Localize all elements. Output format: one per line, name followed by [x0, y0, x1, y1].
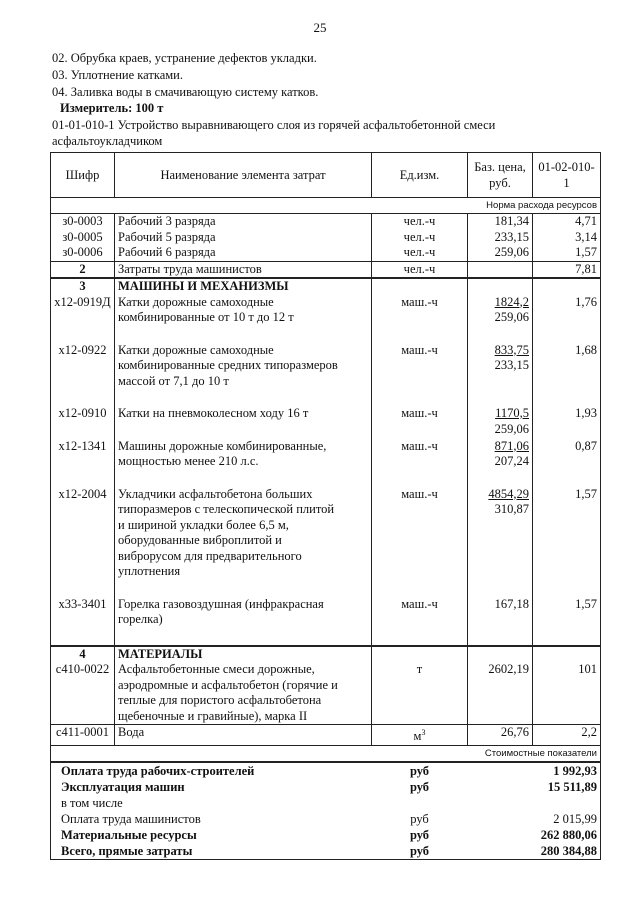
total-unit: руб	[372, 762, 468, 779]
resource-unit: маш.-ч	[372, 343, 468, 407]
table-row	[51, 487, 601, 597]
name-line: комбинированные средних типоразмеров	[118, 358, 338, 372]
total-unit	[372, 795, 468, 811]
price-secondary: 207,24	[494, 454, 529, 468]
resource-price	[468, 406, 533, 439]
table-row	[51, 662, 601, 725]
resource-price: 2602,19	[468, 662, 533, 725]
cost-caption: Стоимостные показатели	[51, 745, 601, 762]
total-unit: руб	[409, 827, 430, 842]
resource-norm: 101	[533, 662, 601, 725]
resource-code: с411-0001	[51, 725, 115, 746]
resource-name	[115, 597, 372, 646]
resource-price: 233,15	[468, 230, 533, 246]
empty-cell	[468, 843, 533, 860]
resource-unit	[372, 662, 468, 725]
resource-price: 259,06	[468, 245, 533, 261]
resource-name	[115, 343, 372, 407]
resource-table	[50, 152, 601, 860]
header-price: Баз. цена, руб.	[468, 153, 533, 198]
name-line: теплые для пористого асфальтобетона	[118, 693, 322, 707]
resource-name: Затраты труда машинистов	[115, 261, 372, 278]
empty-cell	[372, 278, 468, 295]
section-code: 4	[51, 646, 115, 663]
total-value: 2 015,99	[533, 811, 601, 827]
table-header-row	[51, 153, 601, 198]
total-value: 280 384,88	[533, 843, 601, 860]
table-row	[51, 597, 601, 646]
resource-norm: 3,14	[533, 230, 601, 246]
resource-code: х33-3401	[51, 597, 115, 646]
total-row	[51, 811, 601, 827]
name-line: Машины дорожные комбинированные,	[118, 438, 327, 453]
total-value	[533, 795, 601, 811]
resource-code: х12-0910	[51, 406, 115, 439]
resource-price	[468, 261, 533, 278]
total-label: в том числе	[51, 795, 372, 811]
empty-cell	[468, 646, 533, 663]
empty-cell	[533, 278, 601, 295]
resource-code: с410-0022	[51, 662, 115, 725]
resource-unit: чел.-ч	[372, 245, 468, 261]
name-line: комбинированные от 10 т до 12 т	[118, 310, 294, 324]
table-row	[51, 439, 601, 487]
resource-code: з0-0006	[51, 245, 115, 261]
section-row	[51, 278, 601, 295]
resource-code: з0-0003	[51, 214, 115, 230]
header-code: Шифр	[51, 153, 115, 198]
norm-caption: Норма расхода ресурсов	[51, 198, 601, 214]
price-value: 871,06	[494, 438, 529, 453]
intro-line-2: 03. Уплотнение катками.	[52, 68, 183, 82]
empty-cell	[468, 762, 533, 779]
empty-cell	[468, 827, 533, 843]
name-line: виброрусом для предварительного	[118, 548, 302, 563]
empty-cell	[468, 278, 533, 295]
section-title-line-1: 01-01-010-1 Устройство выравнивающего слоя из горячей асфальтобетонной смеси	[52, 118, 496, 132]
intro-line-3: 04. Заливка воды в смачивающую систему катков.	[52, 85, 319, 99]
resource-norm: 7,81	[533, 261, 601, 278]
resource-unit: маш.-ч	[372, 406, 468, 439]
price-secondary: 310,87	[494, 502, 529, 516]
total-label: Всего, прямые затраты	[51, 843, 372, 860]
price-secondary: 259,06	[494, 310, 529, 324]
empty-cell	[468, 779, 533, 795]
table-row	[51, 725, 601, 746]
name-line: массой от 7,1 до 10 т	[118, 373, 229, 388]
total-label: Эксплуатация машин	[51, 779, 372, 795]
price-value: 167,18	[494, 596, 529, 611]
resource-unit: маш.-ч	[372, 597, 468, 646]
resource-unit	[372, 725, 468, 746]
section-title-line-2: асфальтоукладчиком	[52, 134, 163, 148]
resource-norm: 1,76	[533, 295, 601, 343]
total-row	[51, 827, 601, 843]
measure-unit: Измеритель: 100 т	[60, 101, 164, 115]
resource-norm: 4,71	[533, 214, 601, 230]
total-row	[51, 779, 601, 795]
price-value: 1824,2	[494, 294, 529, 309]
total-row	[51, 843, 601, 860]
total-unit: руб	[409, 779, 430, 794]
unit-text: м	[413, 729, 422, 744]
total-label: Материальные ресурсы	[51, 827, 372, 843]
resource-norm: 1,93	[533, 406, 601, 439]
name-line: типоразмеров с телескопической плитой	[118, 502, 335, 516]
name-line: Укладчики асфальтобетона больших	[118, 486, 313, 501]
resource-price	[468, 487, 533, 597]
empty-cell	[468, 795, 533, 811]
name-line: щебеночные и гравийные), марка II	[118, 708, 308, 723]
table-row	[51, 214, 601, 230]
name-line: оборудованные виброплитой и	[118, 533, 282, 547]
section-code: 2	[51, 261, 115, 278]
resource-name	[115, 725, 372, 746]
section-title: МАТЕРИАЛЫ	[115, 646, 372, 663]
total-value: 15 511,89	[533, 779, 601, 795]
unit-text: т	[416, 662, 423, 676]
resource-code: х12-0919Д	[51, 295, 115, 343]
resource-norm: 1,57	[533, 245, 601, 261]
table-row	[51, 261, 601, 278]
resource-norm: 1,68	[533, 343, 601, 407]
resource-code: х12-2004	[51, 487, 115, 597]
name-line: горелка)	[118, 612, 163, 626]
name-line: Катки дорожные самоходные	[118, 294, 274, 309]
resource-code: з0-0005	[51, 230, 115, 246]
name-line: Горелка газовоздушная (инфракрасная	[118, 596, 324, 611]
name-line: Катки на пневмоколесном ходу 16 т	[118, 406, 309, 420]
header-norm: 01-02-010-1	[533, 153, 601, 198]
price-value: 1170,5	[495, 406, 529, 420]
resource-norm: 0,87	[533, 439, 601, 487]
resource-price	[468, 597, 533, 646]
price-value: 4854,29	[488, 486, 529, 501]
empty-cell	[372, 646, 468, 663]
total-value: 1 992,93	[533, 762, 601, 779]
page-number: 25	[313, 20, 327, 35]
resource-name: Рабочий 3 разряда	[115, 214, 372, 230]
total-unit: руб	[410, 811, 429, 826]
resource-price	[468, 439, 533, 487]
table-row	[51, 343, 601, 407]
resource-unit: маш.-ч	[372, 487, 468, 597]
name-line: Катки дорожные самоходные	[118, 342, 274, 357]
name-line: Асфальтобетонные смеси дорожные,	[118, 662, 315, 676]
section-title: МАШИНЫ И МЕХАНИЗМЫ	[115, 278, 372, 295]
total-label: Оплата труда машинистов	[51, 811, 372, 827]
resource-price: 26,76	[468, 725, 533, 746]
resource-name: Рабочий 5 разряда	[115, 230, 372, 246]
price-secondary: 233,15	[494, 358, 529, 372]
empty-cell	[468, 811, 533, 827]
table-row	[51, 406, 601, 439]
resource-name	[115, 406, 372, 439]
price-value: 833,75	[494, 342, 529, 357]
unit-superscript: 3	[421, 728, 426, 737]
total-label: Оплата труда рабочих-строителей	[51, 762, 372, 779]
section-code: 3	[51, 278, 115, 295]
name-line: мощностью менее 210 л.с.	[118, 454, 259, 468]
header-name: Наименование элемента затрат	[115, 153, 372, 198]
resource-name	[115, 439, 372, 487]
header-unit: Ед.изм.	[372, 153, 468, 198]
resource-norm: 1,57	[533, 597, 601, 646]
resource-unit: маш.-ч	[372, 439, 468, 487]
name-line: уплотнения	[118, 564, 181, 578]
resource-unit: маш.-ч	[372, 295, 468, 343]
resource-price	[468, 343, 533, 407]
price-secondary: 259,06	[494, 421, 529, 436]
resource-code: х12-1341	[51, 439, 115, 487]
table-row	[51, 230, 601, 246]
resource-norm: 1,57	[533, 487, 601, 597]
total-row	[51, 762, 601, 779]
resource-price: 181,34	[468, 214, 533, 230]
resource-unit: чел.-ч	[372, 214, 468, 230]
resource-price	[468, 295, 533, 343]
resource-code: х12-0922	[51, 343, 115, 407]
total-row	[51, 795, 601, 811]
section-row	[51, 646, 601, 663]
intro-line-1: 02. Обрубка краев, устранение дефектов укладки.	[52, 51, 317, 65]
resource-name: Рабочий 6 разряда	[115, 245, 372, 261]
name-line: и шириной укладки более 6,5 м,	[118, 517, 289, 532]
total-unit: руб	[372, 843, 468, 860]
table-row	[51, 295, 601, 343]
table-row	[51, 245, 601, 261]
resource-name	[115, 662, 372, 725]
resource-name	[115, 487, 372, 597]
resource-norm: 2,2	[533, 725, 601, 746]
resource-unit: чел.-ч	[372, 261, 468, 278]
resource-name	[115, 295, 372, 343]
caption-row	[51, 745, 601, 762]
empty-cell	[533, 646, 601, 663]
resource-unit: чел.-ч	[372, 230, 468, 246]
name-line: Вода	[118, 725, 145, 739]
name-line: аэродромные и асфальтобетон (горячие и	[118, 677, 338, 692]
total-value: 262 880,06	[533, 827, 601, 843]
